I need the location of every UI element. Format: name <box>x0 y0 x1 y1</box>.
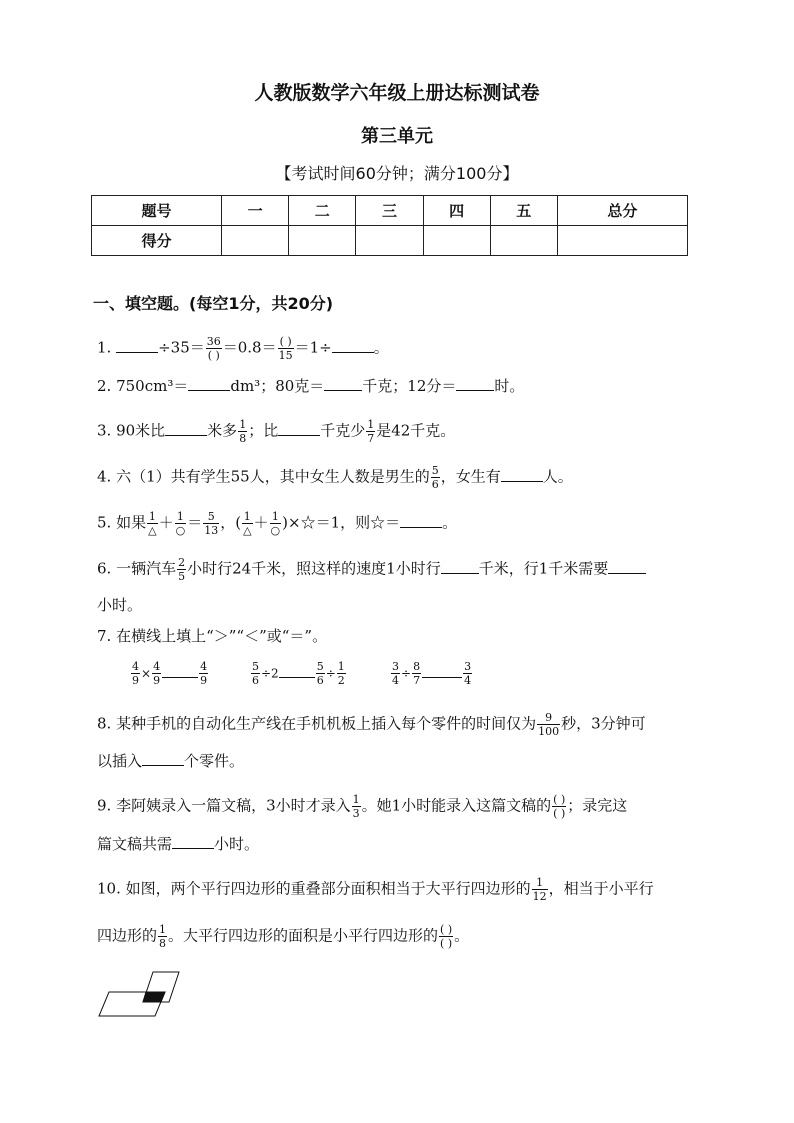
q1-number: 1. <box>97 338 112 357</box>
fraction <box>199 660 208 687</box>
comparison-blank[interactable] <box>422 663 462 678</box>
fraction <box>131 660 140 687</box>
fraction <box>158 923 167 950</box>
fraction <box>278 335 294 362</box>
q5-text: )×☆＝1，则☆＝ <box>282 513 401 532</box>
fraction <box>532 876 548 903</box>
q5-text: ＋ <box>253 513 269 532</box>
answer-blank[interactable] <box>441 559 479 574</box>
comparison-blank[interactable] <box>279 663 315 678</box>
q6-text: 6. 一辆汽车 <box>97 559 177 578</box>
fraction-denominator: 6 <box>431 478 439 491</box>
q1-text: ＝1÷ <box>294 338 332 357</box>
fraction-denominator: 5 <box>178 570 186 583</box>
answer-blank[interactable] <box>501 467 543 482</box>
fraction-numerator: 8 <box>413 660 421 673</box>
fraction-numerator: 2 <box>178 556 186 569</box>
fraction <box>366 418 375 445</box>
fraction-numerator[interactable]: ( ) <box>279 335 292 348</box>
unit-title: 第三单元 <box>361 126 433 147</box>
q9-text: 小时。 <box>214 835 260 853</box>
fraction-denominator[interactable]: ( ) <box>207 349 220 362</box>
fraction-numerator: 5 <box>252 660 259 673</box>
fraction-numerator: 3 <box>464 660 472 673</box>
question-10-line-2 <box>97 923 469 950</box>
q8-text: 个零件。 <box>184 752 245 770</box>
fraction <box>316 660 325 687</box>
question-3 <box>97 418 455 445</box>
fraction-denominator: 8 <box>239 432 247 445</box>
page-title: 人教版数学六年级上册达标测试卷 <box>254 82 540 104</box>
q5-text: 5. 如果 <box>97 513 147 532</box>
q6-text: 小时行24千米，照这样的速度1小时行 <box>187 559 441 578</box>
answer-blank[interactable] <box>116 338 158 353</box>
fraction <box>412 660 421 687</box>
answer-blank[interactable] <box>165 421 207 436</box>
q3-text: ；比 <box>248 421 279 440</box>
fraction-denominator: 2 <box>337 674 345 687</box>
fraction-denominator[interactable]: ( ) <box>440 937 453 950</box>
score-header-cell: 四 <box>423 196 490 226</box>
fraction-numerator: 4 <box>153 660 161 673</box>
fraction-numerator: 4 <box>132 660 139 673</box>
fraction-denominator: ○ <box>175 524 186 537</box>
q5-text: ，( <box>220 513 242 532</box>
score-header-cell: 总分 <box>557 196 687 226</box>
fraction <box>242 510 252 537</box>
comparison-blank[interactable] <box>162 663 198 678</box>
fraction <box>270 510 282 537</box>
q8-text: 秒，3分钟可 <box>561 714 646 733</box>
score-cell[interactable] <box>423 226 490 256</box>
fraction-numerator: 1 <box>367 418 375 431</box>
fraction-denominator: 13 <box>204 524 219 537</box>
fraction-denominator: 7 <box>367 432 375 445</box>
fraction-denominator: 9 <box>153 674 161 687</box>
fraction-numerator: 36 <box>206 335 221 348</box>
q2-text: 千克；12分＝ <box>362 377 457 395</box>
fraction-numerator: 3 <box>392 660 399 673</box>
score-cell[interactable] <box>490 226 557 256</box>
q10-text: 。 <box>454 926 470 945</box>
fraction-denominator: 9 <box>132 674 139 687</box>
score-cell[interactable] <box>289 226 356 256</box>
parallelograms-figure <box>95 968 185 1022</box>
answer-fraction[interactable] <box>439 923 453 950</box>
q5-text: ＝ <box>187 513 203 532</box>
fraction-denominator[interactable]: ( ) <box>553 807 566 820</box>
fraction <box>238 418 247 445</box>
q4-text: ，女生有 <box>440 467 501 486</box>
q10-text: 10. 如图，两个平行四边形的重叠部分面积相当于大平行四边形的 <box>97 879 531 898</box>
fraction-denominator: 100 <box>538 725 560 738</box>
q1-text: ＝0.8＝ <box>222 338 277 357</box>
q7-text: 7. 在横线上填上“＞”“＜”或“＝”。 <box>97 627 328 645</box>
score-cell[interactable] <box>222 226 289 256</box>
overlap-region <box>143 992 165 1002</box>
fraction-numerator: 5 <box>203 510 219 524</box>
fraction-numerator: 1 <box>159 923 167 936</box>
question-4 <box>97 464 573 491</box>
fraction-denominator: △ <box>243 524 252 537</box>
q10-text: ，相当于小平行 <box>548 879 654 898</box>
fraction-numerator: 4 <box>200 660 208 673</box>
q7-expression-2 <box>250 660 347 687</box>
operator: ÷ <box>325 666 336 681</box>
q4-text: 人。 <box>542 467 573 486</box>
q3-text: 3. 90米比 <box>97 421 166 440</box>
score-table <box>91 195 688 256</box>
score-table-header-row <box>92 196 688 226</box>
fraction-numerator[interactable]: ( ) <box>440 923 453 936</box>
question-2 <box>97 376 524 396</box>
question-8-line-2 <box>97 751 244 771</box>
q2-text: 2. 750cm³＝ <box>97 377 189 395</box>
q10-text: 四边形的 <box>97 926 158 945</box>
q5-text: 。 <box>442 513 458 532</box>
score-cell[interactable] <box>356 226 423 256</box>
fraction <box>203 510 219 537</box>
fraction-numerator: 1 <box>239 418 247 431</box>
fraction-numerator: 1 <box>337 660 345 673</box>
fraction-denominator: ○ <box>270 524 281 537</box>
fraction-numerator: 9 <box>537 711 560 725</box>
question-1 <box>97 335 389 362</box>
fraction-denominator: △ <box>148 524 157 537</box>
answer-blank[interactable] <box>608 559 646 574</box>
fraction <box>537 711 560 738</box>
fraction <box>147 510 157 537</box>
score-table-score-row <box>92 226 688 256</box>
question-6-line-2 <box>97 595 142 615</box>
question-10-line-1 <box>97 876 654 903</box>
q5-text: ＋ <box>158 513 174 532</box>
q7-expression-3 <box>390 660 473 687</box>
q6-text: 小时。 <box>97 596 143 614</box>
q10-text: 。大平行四边形的面积是小平行四边形的 <box>168 926 439 945</box>
score-header-cell: 三 <box>356 196 423 226</box>
q2-text: dm³；80克＝ <box>230 377 325 395</box>
q1-text: 。 <box>373 338 389 357</box>
q8-text: 8. 某种手机的自动化生产线在手机机板上插入每个零件的时间仅为 <box>97 714 537 733</box>
fraction <box>337 660 346 687</box>
fraction-numerator: 1 <box>175 510 187 524</box>
section-heading: 一、填空题。(每空1分，共20分) <box>93 294 334 313</box>
fraction-denominator: 4 <box>392 674 399 687</box>
q6-text: 千米，行1千米需要 <box>478 559 609 578</box>
operator: ÷2 <box>261 666 279 681</box>
score-header-cell: 一 <box>222 196 289 226</box>
answer-blank[interactable] <box>400 513 442 528</box>
fraction-denominator: 6 <box>252 674 259 687</box>
question-9-line-2 <box>97 834 259 854</box>
answer-blank[interactable] <box>456 376 494 391</box>
fraction-numerator: 1 <box>532 876 548 890</box>
q9-text: 。她1小时能录入这篇文稿的 <box>361 796 552 815</box>
fraction-denominator: 15 <box>278 349 293 362</box>
q1-text: ÷35＝ <box>158 338 205 357</box>
fraction-numerator[interactable]: ( ) <box>553 793 566 806</box>
fraction <box>177 556 186 583</box>
fraction-numerator: 1 <box>352 793 360 806</box>
answer-blank[interactable] <box>188 376 230 391</box>
answer-blank[interactable] <box>278 421 320 436</box>
exam-info: 【考试时间60分钟；满分100分】 <box>275 164 519 183</box>
q9-text: 篇文稿共需 <box>97 835 173 853</box>
fraction <box>175 510 187 537</box>
operator: × <box>141 666 152 681</box>
q3-text: 千克少 <box>320 421 366 440</box>
fraction-denominator: 7 <box>413 674 421 687</box>
fraction <box>352 793 361 820</box>
q8-text: 以插入 <box>97 752 143 770</box>
fraction <box>152 660 161 687</box>
fraction-numerator: 1 <box>270 510 282 524</box>
answer-fraction[interactable] <box>552 793 566 820</box>
q3-text: 是42千克。 <box>376 421 456 440</box>
question-9-line-1 <box>97 793 627 820</box>
fraction-denominator: 9 <box>200 674 208 687</box>
q2-text: 时。 <box>494 377 525 395</box>
fraction <box>391 660 400 687</box>
question-5 <box>97 510 457 537</box>
answer-blank[interactable] <box>142 751 184 766</box>
answer-blank[interactable] <box>324 376 362 391</box>
fraction-numerator: 5 <box>431 464 439 477</box>
q7-expression-1 <box>130 660 209 687</box>
answer-blank[interactable] <box>332 338 374 353</box>
fraction-denominator: 6 <box>316 674 324 687</box>
q9-text: ；录完这 <box>567 796 628 815</box>
question-8-line-1 <box>97 711 646 738</box>
score-header-cell: 二 <box>289 196 356 226</box>
question-7 <box>97 626 327 646</box>
fraction-denominator: 3 <box>352 807 360 820</box>
fraction-numerator: 1 <box>148 510 156 523</box>
score-cell[interactable] <box>557 226 687 256</box>
score-header-cell: 五 <box>490 196 557 226</box>
q9-text: 9. 李阿姨录入一篇文稿，3小时才录入 <box>97 796 351 815</box>
fraction <box>206 335 222 362</box>
q4-text: 4. 六（1）共有学生55人，其中女生人数是男生的 <box>97 467 430 486</box>
question-6-line-1 <box>97 556 646 583</box>
operator: ÷ <box>401 666 412 681</box>
score-header-cell: 题号 <box>92 196 222 226</box>
fraction <box>463 660 472 687</box>
fraction <box>431 464 440 491</box>
fraction-denominator: 12 <box>532 890 547 903</box>
fraction-numerator: 1 <box>243 510 251 523</box>
fraction-denominator: 8 <box>159 937 167 950</box>
score-row-label: 得分 <box>92 226 222 256</box>
fraction <box>251 660 260 687</box>
fraction-numerator: 5 <box>316 660 324 673</box>
q3-text: 米多 <box>207 421 238 440</box>
fraction-denominator: 4 <box>464 674 472 687</box>
answer-blank[interactable] <box>172 834 214 849</box>
